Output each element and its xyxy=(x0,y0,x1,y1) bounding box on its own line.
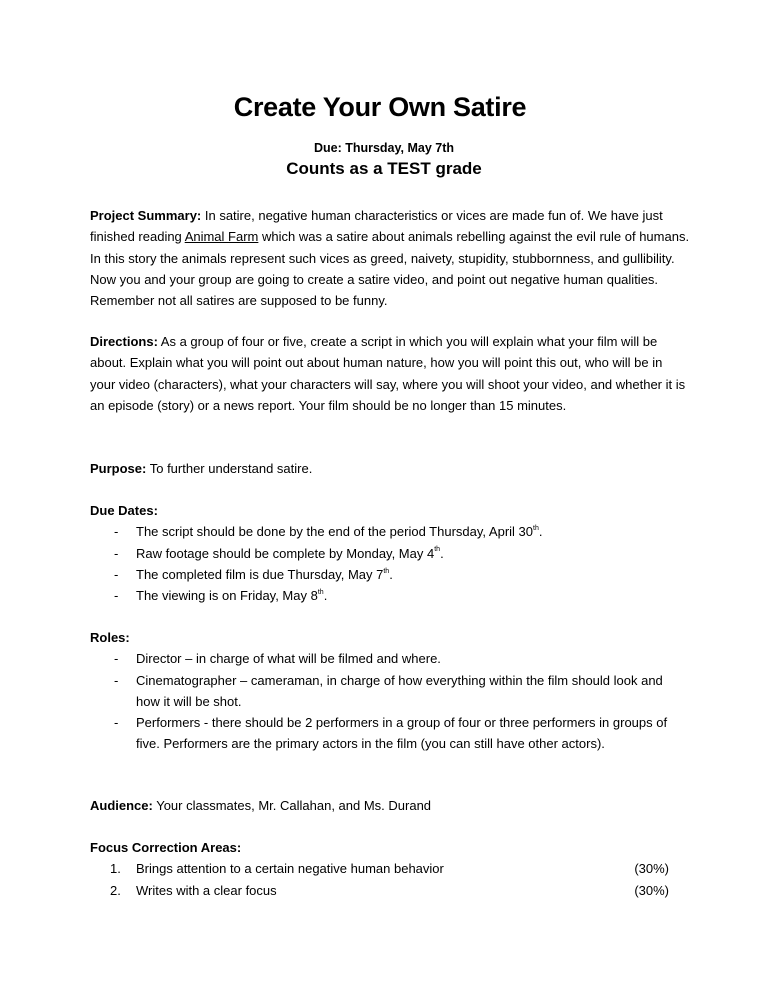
role-text: Director – in charge of what will be filmed and where. xyxy=(136,651,441,667)
role-text: Cinematographer – cameraman, in charge of how everything within the film should look and how it will be shot. xyxy=(136,672,663,709)
list-item xyxy=(90,712,690,755)
ordinal-suffix: th xyxy=(383,567,390,575)
list-item xyxy=(90,670,690,713)
focus-heading: Focus Correction Areas: xyxy=(90,840,242,855)
project-summary-text-2: which was a satire about animals rebelling against the evil rule of humans. In this story the animals represent such vices as greed, naivety, stupidity, stubbornness, and gullibility. Now you and your group are going to create a satire video, and point out negative human qualities. Remember not all satires are supposed to be funny. xyxy=(90,229,690,309)
list-dash: - xyxy=(114,715,119,731)
directions-label: Directions: xyxy=(90,334,158,349)
focus-list xyxy=(90,858,690,901)
due-date-text: The completed film is due Thursday, May 7 xyxy=(136,566,384,582)
list-item xyxy=(90,648,690,669)
project-summary-label: Project Summary: xyxy=(90,208,202,223)
purpose-text: To further understand satire. xyxy=(146,461,313,476)
book-title: Animal Farm xyxy=(184,229,259,245)
list-item xyxy=(90,585,690,606)
list-item xyxy=(90,521,690,542)
focus-text: Brings attention to a certain negative human behavior xyxy=(136,861,444,877)
focus-weight: (30%) xyxy=(634,882,669,898)
item-number: 1. xyxy=(110,861,121,877)
grade-weight-line: Counts as a TEST grade xyxy=(286,159,482,178)
project-summary-paragraph xyxy=(90,205,690,311)
purpose-label: Purpose: xyxy=(90,461,147,476)
due-date-text: Raw footage should be complete by Monday, May 4 xyxy=(136,545,435,561)
ordinal-suffix: th xyxy=(434,546,441,554)
focus-section xyxy=(90,837,690,901)
due-date-text: The script should be done by the end of the period Thursday, April 30 xyxy=(136,524,533,540)
due-dates-heading: Due Dates: xyxy=(90,503,158,518)
due-date-line: Due: Thursday, May 7th xyxy=(313,141,455,155)
period: . xyxy=(538,524,543,540)
period: . xyxy=(389,566,393,582)
ordinal-suffix: th xyxy=(533,524,539,532)
list-dash: - xyxy=(114,672,119,688)
item-number: 2. xyxy=(110,882,121,898)
directions-text: As a group of four or five, create a script in which you will explain what your film will be about. Explain what you will point out about human nature, how you will point this out, who will be in your video (characters), what your characters will say, where you will shoot your video, and whether it is an episode (story) or a news report. Your film should be no longer than 15 minutes. xyxy=(90,334,686,413)
project-summary-text-1: In satire, negative human characteristics or vices are made fun of. We have just finished reading xyxy=(90,208,663,245)
audience-label: Audience: xyxy=(90,798,153,813)
due-dates-section xyxy=(90,500,690,606)
list-dash: - xyxy=(114,651,119,667)
list-item xyxy=(90,858,690,879)
due-dates-list xyxy=(90,521,690,606)
list-item xyxy=(90,564,690,585)
roles-heading: Roles: xyxy=(90,630,130,645)
document-title: Create Your Own Satire xyxy=(233,92,527,122)
period: . xyxy=(440,545,444,561)
list-dash: - xyxy=(114,566,119,582)
list-item xyxy=(90,880,690,901)
directions-paragraph xyxy=(90,331,690,416)
focus-weight: (30%) xyxy=(634,861,669,877)
focus-text: Writes with a clear focus xyxy=(136,882,277,898)
due-date-text: The viewing is on Friday, May 8 xyxy=(136,588,318,604)
roles-section xyxy=(90,627,690,755)
audience-text: Your classmates, Mr. Callahan, and Ms. Durand xyxy=(152,798,432,813)
purpose-paragraph xyxy=(90,458,690,479)
audience-paragraph xyxy=(90,795,690,816)
list-dash: - xyxy=(114,524,119,540)
roles-list xyxy=(90,648,690,754)
ordinal-suffix: th xyxy=(317,588,324,596)
period: . xyxy=(323,588,328,604)
list-dash: - xyxy=(114,588,119,604)
role-text: Performers - there should be 2 performers in a group of four or three performers in groups of five. Performers are the primary actors in the film (you can still have other actors). xyxy=(136,715,668,752)
list-dash: - xyxy=(114,545,119,561)
list-item xyxy=(90,543,690,564)
